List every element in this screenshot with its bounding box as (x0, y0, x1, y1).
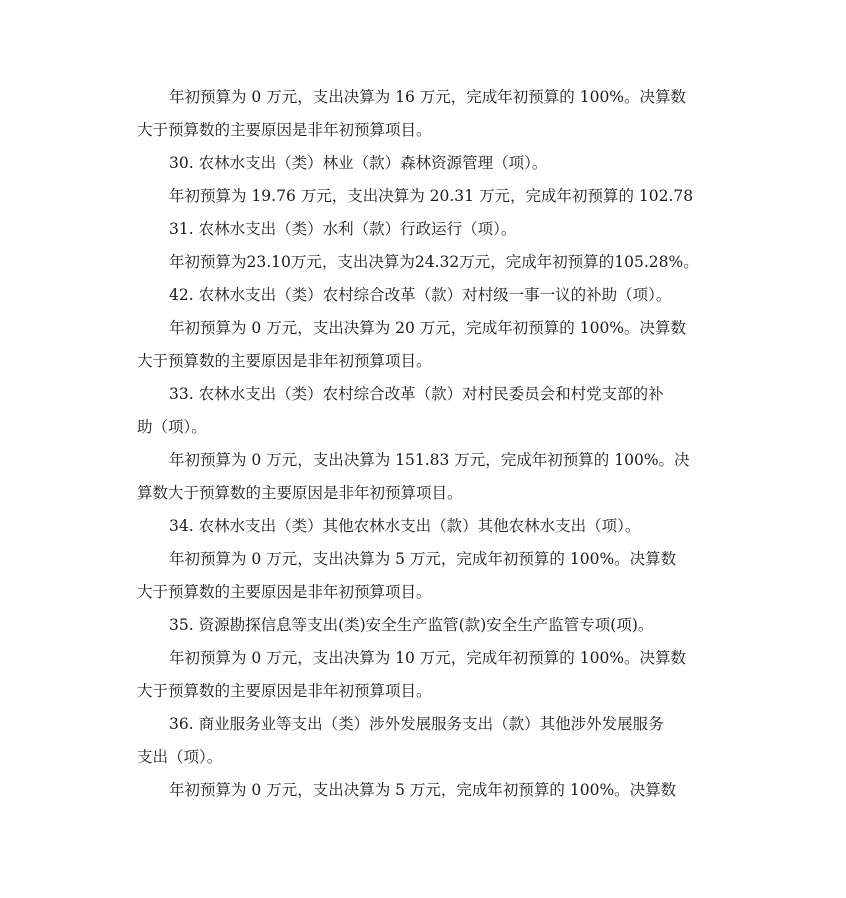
paragraph-line: 年初预算为 0 万元，支出决算为 20 万元，完成年初预算的 100%。决算数 (169, 319, 687, 337)
paragraph-line: 算数大于预算数的主要原因是非年初预算项目。 (137, 484, 463, 502)
paragraph-line: 大于预算数的主要原因是非年初预算项目。 (137, 583, 432, 601)
section-heading: 助（项）。 (137, 418, 207, 436)
section-heading: 31. 农林水支出（类）水利（款）行政运行（项）。 (169, 220, 517, 238)
paragraph-line: 年初预算为 19.76 万元，支出决算为 20.31 万元，完成年初预算的 102.78 (169, 187, 694, 205)
paragraph-line: 年初预算为 0 万元，支出决算为 10 万元，完成年初预算的 100%。决算数 (169, 649, 687, 667)
paragraph-line: 大于预算数的主要原因是非年初预算项目。 (137, 682, 432, 700)
paragraph-line: 年初预算为 0 万元，支出决算为 16 万元，完成年初预算的 100%。决算数 (169, 88, 687, 106)
section-heading: 35. 资源勘探信息等支出(类)安全生产监管(款)安全生产监管专项(项)。 (169, 616, 654, 634)
paragraph-line: 年初预算为 0 万元，支出决算为 151.83 万元，完成年初预算的 100%。决 (169, 451, 690, 469)
section-heading: 33. 农林水支出（类）农村综合改革（款）对村民委员会和村党支部的补 (169, 385, 664, 403)
paragraph-line: 大于预算数的主要原因是非年初预算项目。 (137, 121, 432, 139)
paragraph-line: 年初预算为 0 万元，支出决算为 5 万元，完成年初预算的 100%。决算数 (169, 781, 677, 799)
paragraph-line: 年初预算为 0 万元，支出决算为 5 万元，完成年初预算的 100%。决算数 (169, 550, 677, 568)
section-heading: 42. 农林水支出（类）农村综合改革（款）对村级一事一议的补助（项）。 (169, 286, 672, 304)
section-heading: 36. 商业服务业等支出（类）涉外发展服务支出（款）其他涉外发展服务 (169, 715, 664, 733)
section-heading: 30. 农林水支出（类）林业（款）森林资源管理（项）。 (169, 154, 548, 172)
section-heading: 34. 农林水支出（类）其他农林水支出（款）其他农林水支出（项）。 (169, 517, 641, 535)
paragraph-line: 年初预算为23.10万元，支出决算为24.32万元，完成年初预算的105.28%。 (169, 253, 699, 271)
paragraph-line: 大于预算数的主要原因是非年初预算项目。 (137, 352, 432, 370)
section-heading: 支出（项）。 (137, 748, 223, 766)
